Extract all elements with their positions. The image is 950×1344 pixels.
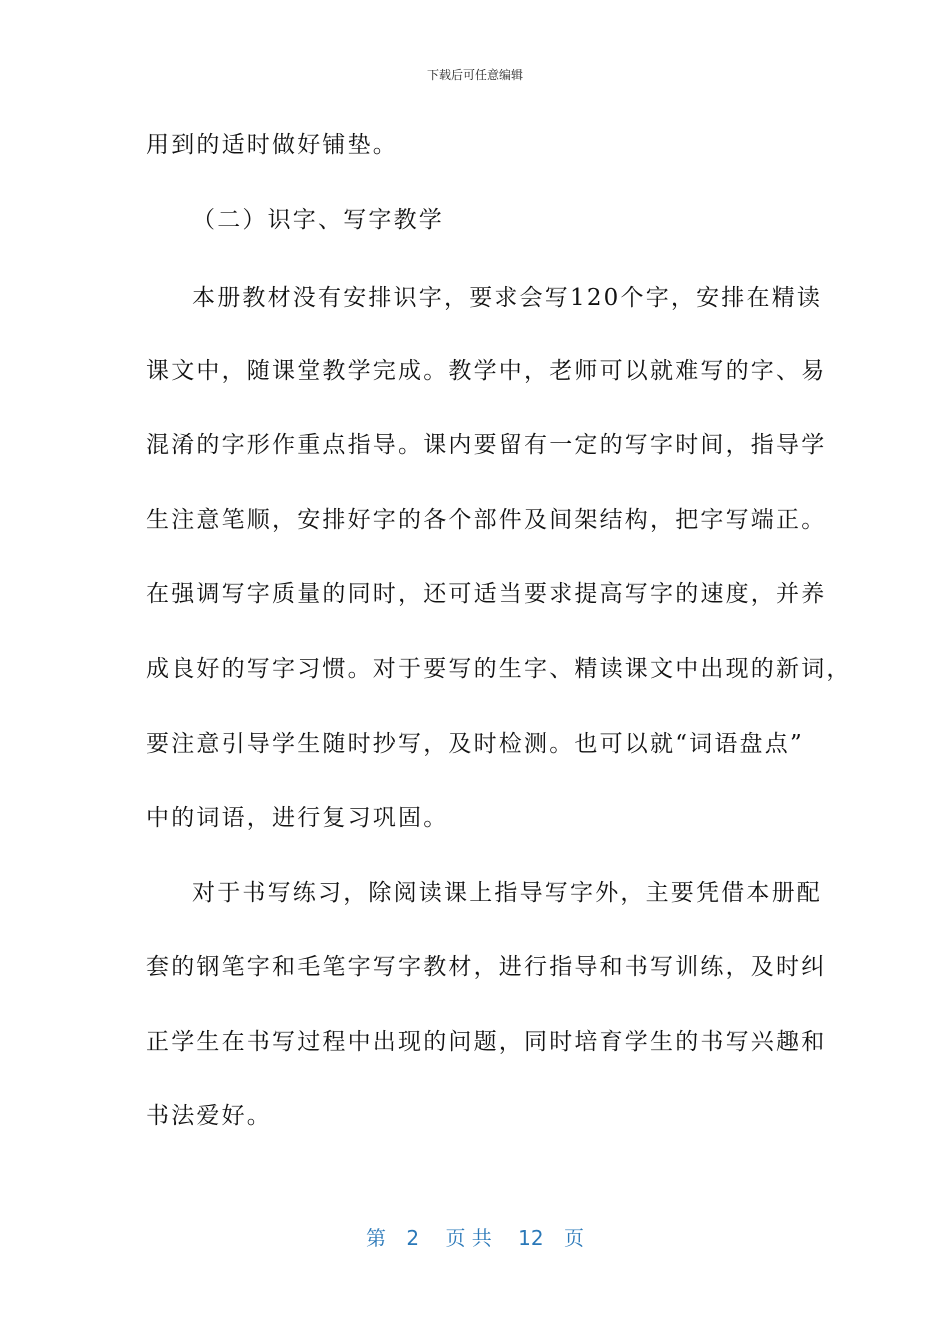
page-number-footer xyxy=(0,1224,950,1252)
text-line: 在强调写字质量的同时，还可适当要求提高写字的速度，并养 xyxy=(146,581,827,607)
text-line: 中的词语，进行复习巩固。 xyxy=(146,805,449,831)
text-line: 书法爱好。 xyxy=(146,1103,272,1129)
footer-prefix: 第 xyxy=(366,1226,386,1250)
text-line: 本册教材没有安排识字，要求会写120个字，安排在精读 xyxy=(192,285,823,311)
text-line: 对于书写练习，除阅读课上指导写字外，主要凭借本册配 xyxy=(192,880,822,906)
text-line: 用到的适时做好铺垫。 xyxy=(146,132,398,158)
text-line: 课文中，随课堂教学完成。教学中，老师可以就难写的字、易 xyxy=(146,358,827,384)
text-line: 混淆的字形作重点指导。课内要留有一定的写字时间，指导学 xyxy=(146,432,827,458)
footer-middle: 页 共 xyxy=(445,1226,492,1250)
text-line: 套的钢笔字和毛笔字写字教材，进行指导和书写训练，及时纠 xyxy=(146,954,827,980)
text-line: 要注意引导学生随时抄写，及时检测。也可以就“词语盘点” xyxy=(146,731,804,757)
footer-total-pages: 12 xyxy=(518,1226,544,1250)
section-heading: （二）识字、写字教学 xyxy=(192,207,444,233)
footer-suffix: 页 xyxy=(563,1226,584,1250)
footer-current-page: 2 xyxy=(406,1226,420,1250)
page-header-note: 下载后可任意编辑 xyxy=(426,68,523,82)
text-line: 成良好的写字习惯。对于要写的生字、精读课文中出现的新词， xyxy=(146,656,852,682)
text-line: 正学生在书写过程中出现的问题，同时培育学生的书写兴趣和 xyxy=(146,1029,827,1055)
text-line: 生注意笔顺，安排好字的各个部件及间架结构，把字写端正。 xyxy=(146,507,827,533)
